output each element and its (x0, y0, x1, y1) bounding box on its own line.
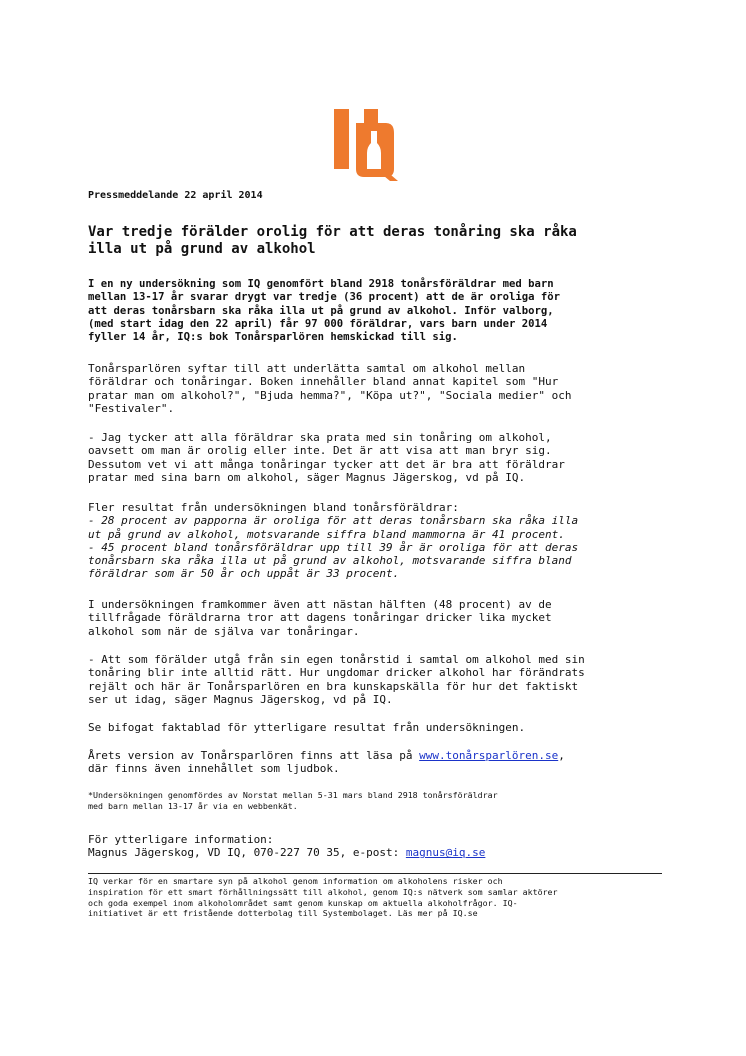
lead-paragraph: I en ny undersökning som IQ genomfört bland 2918 tonårsföräldrar med barn mellan 13-17 år svarar drygt var tredje (36 procent) att de är oroliga för att deras tonårsbarn ska råka illa ut på grund av alkohol. Inför valborg, (med start idag den 22 april) får 97 000 föräldrar, vars barn under 2014 fyller 14 år, IQ:s bok Tonårsparlören hemskickad till sig. (88, 278, 560, 344)
footer-text: IQ verkar för en smartare syn på alkohol genom information om alkoholens risker och inspiration för ett smart förhållningssätt till alkohol, genom IQ:s nätverk som samlar aktörer och goda exempel inom alkoholområdet samt genom kunskap om aktuella alkoholfrågor. IQ- initiativet är ett fristående dotterbolag till Systembolaget. Läs mer på IQ.se (88, 876, 558, 919)
body-paragraph-1: Tonårsparlören syftar till att underlätta samtal om alkohol mellan föräldrar och tonåringar. Boken innehåller bland annat kapitel som "Hur pratar man om alkohol?", "Bjuda hemma?", "Köpa ut?", "Sociala medier" och "Festivaler". (88, 362, 572, 415)
dateline: Pressmeddelande 22 april 2014 (88, 190, 263, 201)
footer-divider (88, 873, 662, 874)
results-paragraph: Fler resultat från undersökningen bland tonårsföräldrar: - 28 procent av papporna är oroliga för att deras tonårsbarn ska råka illa ut på grund av alkohol, motsvarande siffra bland mammorna är 41 procent. - 45 procent bland tonårsföräldrar upp till 39 år är oroliga för att deras tonårsbarn ska råka illa ut på grund av alkohol, motsvarande siffra bland föräldrar som är 50 år och uppåt är 33 procent. (88, 501, 579, 581)
email-link[interactable]: magnus@iq.se (405, 846, 486, 860)
body-paragraph-4: I undersökningen framkommer även att nästan hälften (48 procent) av de tillfrågade föräldrarna tror att dagens tonåringar dricker lika mycket alkohol som när de själva var tonåringar. (88, 598, 552, 638)
body-paragraph-7: Årets version av Tonårsparlören finns att läsa på www.tonårsparlören.se, där finns även innehållet som ljudbok. (88, 749, 565, 776)
quote-paragraph-1: - Jag tycker att alla föräldrar ska prata med sin tonåring om alkohol, oavsett om man är orolig eller inte. Det är att visa att man bryr sig. Dessutom vet vi att många tonåringar tycker att det är bra att föräldrar pratar med sina barn om alkohol, säger Magnus Jägerskog, vd på IQ. (88, 431, 565, 484)
body-paragraph-6: Se bifogat faktablad för ytterligare resultat från undersökningen. (88, 721, 526, 734)
survey-note: *Undersökningen genomfördes av Norstat mellan 5-31 mars bland 2918 tonårsföräldrar med barn mellan 13-17 år via en webbenkät. (88, 790, 498, 811)
contact-info: För ytterligare information: Magnus Jägerskog, VD IQ, 070-227 70 35, e-post: magnus@iq.se (88, 833, 486, 860)
iq-logo (334, 107, 398, 181)
headline: Var tredje förälder orolig för att deras tonåring ska råka illa ut på grund av alkohol (88, 224, 577, 257)
website-link[interactable]: www.tonårsparlören.se (419, 749, 559, 762)
quote-paragraph-2: - Att som förälder utgå från sin egen tonårstid i samtal om alkohol med sin tonåring blir inte alltid rätt. Hur ungdomar dricker alkohol har förändrats rejält och här är Tonårsparlören en bra kunskapskälla för hur det faktiskt ser ut idag, säger Magnus Jägerskog, vd på IQ. (88, 653, 585, 706)
